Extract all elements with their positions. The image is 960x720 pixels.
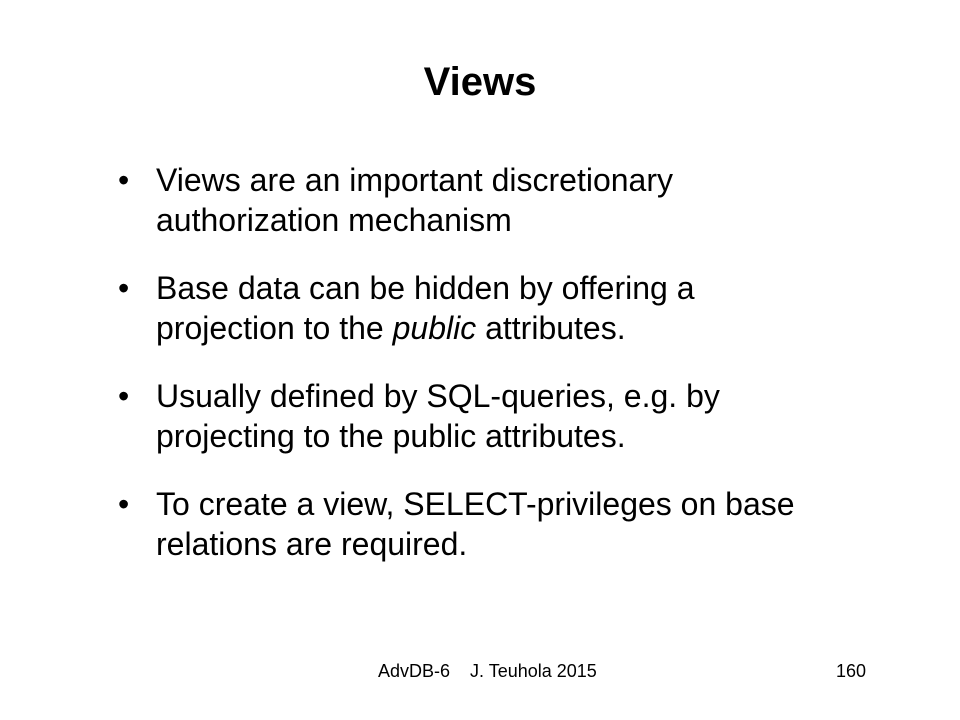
bullet-text-3: Usually defined by SQL-queries, e.g. by projecting to the public attributes. (156, 378, 720, 454)
bullet-dot-icon: • (118, 270, 130, 306)
footer-course-label: AdvDB-6 J. Teuhola 2015 (378, 661, 597, 681)
bullet-item-1 (118, 160, 838, 240)
bullet-text-4: To create a view, SELECT-privileges on base relations are required. (156, 486, 795, 562)
bullet-dot-icon: • (118, 378, 130, 414)
bullet-item-3 (118, 376, 838, 456)
bullet-dot-icon: • (118, 162, 130, 198)
bullet-dot-icon: • (118, 486, 130, 522)
bullet-text-2-part-1: Base data can be hidden by offering a projection to the (156, 270, 695, 346)
bullet-list (118, 160, 838, 592)
footer-page-number: 160 (836, 661, 867, 681)
bullet-text-1: Views are an important discretionary authorization mechanism (156, 162, 673, 238)
bullet-text-2-emphasis: public (392, 310, 477, 346)
bullet-text-2 (156, 270, 694, 346)
bullet-item-2 (118, 268, 838, 348)
bullet-text-2-part-3: attributes. (476, 310, 626, 346)
slide-title: Views (423, 60, 537, 104)
bullet-item-4 (118, 484, 838, 564)
